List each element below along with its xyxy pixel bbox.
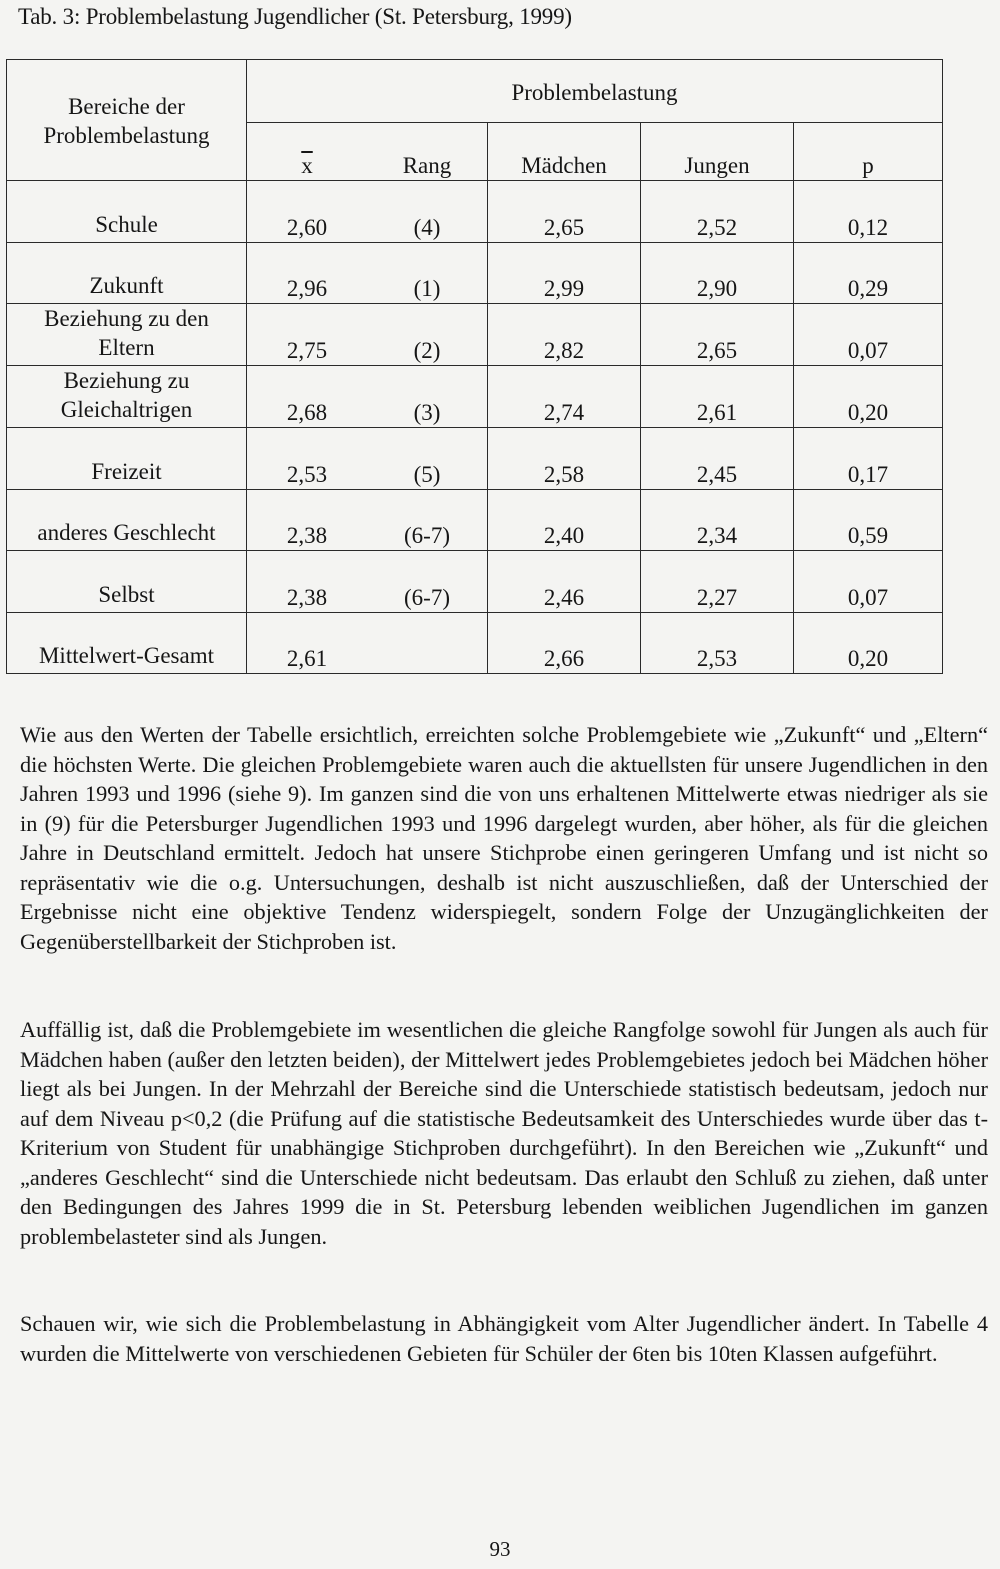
corner-header-line2: Problembelastung [43,123,210,148]
p-value: 0,59 [794,489,943,551]
rank-value: (4) [413,214,441,240]
area-cell [7,304,247,366]
area-label: Zukunft [89,273,164,298]
mean-value: 2,96 [286,276,328,301]
area-label-line1: Beziehung zu [63,368,190,393]
area-cell [7,366,247,428]
p-value: 0,17 [794,428,943,490]
area-cell [7,551,247,613]
area-label-line1: Beziehung zu den [44,306,209,331]
girls-value: 2,66 [488,612,641,674]
girls-value: 2,74 [488,366,641,428]
rank-column-header: Rang [402,153,452,178]
boys-value: 2,27 [641,551,794,613]
mean-value: 2,75 [286,338,328,363]
mean-rank-header-cell [247,122,488,181]
girls-value: 2,58 [488,428,641,490]
mean-rank-cell [247,428,488,490]
area-cell [7,242,247,304]
table-row [7,304,943,366]
boys-column-header: Jungen [641,122,794,181]
mean-value: 2,68 [286,400,328,425]
mean-value: 2,53 [286,461,328,487]
table-row [7,428,943,490]
mean-value: 2,38 [286,584,328,610]
rank-value: (6-7) [404,523,450,548]
table-row [7,242,943,304]
p-value: 0,07 [794,551,943,613]
p-value: 0,20 [794,612,943,674]
table-row [7,181,943,243]
table-row [7,551,943,613]
mean-rank-cell [247,181,488,243]
boys-value: 2,61 [641,366,794,428]
group-header-cell [247,60,943,123]
mean-rank-cell [247,304,488,366]
mean-column-header: $\overline{x}$ [301,153,313,178]
girls-value: 2,82 [488,304,641,366]
mean-rank-cell [247,366,488,428]
area-cell [7,612,247,674]
boys-value: 2,34 [641,489,794,551]
area-cell [7,428,247,490]
paragraph-2: Auffällig ist, daß die Problemgebiete im wesentlichen die gleiche Rangfolge sowohl für Jungen als auch für Mädchen haben (außer den letzten beiden), der Mittelwert jedes Problemgebietes jedoch bei Mädchen höher liegt als bei Jungen. In der Mehrzahl der Bereiche sind die Unterschiede statistisch bedeutsam, jedoch nur auf dem Niveau p<0,2 (die Prüfung auf die statistische Bedeutsamkeit des Unterschiedes wurde über das t-Kriterium von Student für unabhängige Stichproben durchgeführt). In den Bereichen wie „Zukunft“ und „anderes Geschlecht“ sind die Unterschiede nicht bedeutsam. Das erlaubt den Schluß zu ziehen, daß unter den Bedingungen des Jahres 1999 die in St. Petersburg lebenden weiblichen Jugendlichen im ganzen problembelasteter sind als Jungen. [20,1017,988,1249]
mean-rank-cell [247,242,488,304]
boys-value: 2,53 [641,612,794,674]
area-label: Mittelwert-Gesamt [38,643,214,668]
paragraph-1: Wie aus den Werten der Tabelle ersichtlich, erreichten solche Problemgebiete wie „Zukunft“ und „Eltern“ die höchsten Werte. Die gleichen Problemgebiete waren auch die aktuellsten für unsere Jugendlichen in den Jahren 1993 und 1996 (siehe 9). Im ganzen sind die von uns erhaltenen Mittelwerte etwas niedriger als sie in (9) für die Petersburger Jugendlichen 1993 und 1996 dargelegt wurden, aber höher, als für die gleichen Jahre in Deutschland ermittelt. Jedoch hat unsere Stichprobe einen geringeren Umfang und ist nicht so repräsentativ wie die o.g. Untersuchungen, deshalb ist nicht auszuschließen, daß der Unterschied der Ergebnisse nicht eine objektive Tendenz widerspiegelt, sondern Folge der Unzugänglichkeiten der Gegenüberstellbarkeit der Stichproben ist. [20,722,988,954]
mean-rank-cell [247,551,488,613]
p-value: 0,12 [794,181,943,243]
girls-value: 2,65 [488,181,641,243]
p-value: 0,29 [794,242,943,304]
area-cell [7,489,247,551]
paragraph-3: Schauen wir, wie sich die Problembelastung in Abhängigkeit vom Alter Jugendlicher ändert. In Tabelle 4 wurden die Mittelwerte von verschiedenen Gebieten für Schüler der 6ten bis 10ten Klassen aufgeführt. [20,1311,988,1366]
area-label: Freizeit [91,458,162,484]
table-caption: Tab. 3: Problembelastung Jugendlicher (St. Petersburg, 1999) [18,4,572,29]
mean-rank-cell [247,612,488,674]
group-header-label: Problembelastung [511,80,678,106]
mean-rank-cell [247,489,488,551]
corner-header-cell [7,60,247,181]
girls-value: 2,46 [488,551,641,613]
area-label: Gleichaltrigen [60,397,193,422]
p-value: 0,20 [794,366,943,428]
rank-value: (6-7) [404,584,450,610]
table-header-row-1 [7,60,943,123]
area-label: anderes Geschlecht [37,520,216,545]
rank-value: (3) [413,400,441,425]
mean-value: 2,61 [286,646,328,671]
girls-column-header: Mädchen [488,122,641,181]
table-row [7,366,943,428]
area-label: Schule [95,211,158,237]
area-cell [7,181,247,243]
mean-value: 2,38 [286,523,328,548]
table-row [7,489,943,551]
table-row [7,612,943,674]
p-value: 0,07 [794,304,943,366]
p-column-header: p [794,122,943,181]
boys-value: 2,52 [641,181,794,243]
problem-load-table [6,59,943,674]
area-label: Eltern [98,335,155,360]
rank-value: (2) [413,338,441,363]
mean-value: 2,60 [286,214,328,240]
rank-value: (1) [413,276,441,301]
girls-value: 2,40 [488,489,641,551]
page-number: 93 [489,1537,511,1561]
rank-value: (5) [413,461,441,487]
boys-value: 2,45 [641,428,794,490]
girls-value: 2,99 [488,242,641,304]
boys-value: 2,90 [641,242,794,304]
area-label: Selbst [98,581,155,607]
boys-value: 2,65 [641,304,794,366]
corner-header-line1: Bereiche der [68,94,185,119]
